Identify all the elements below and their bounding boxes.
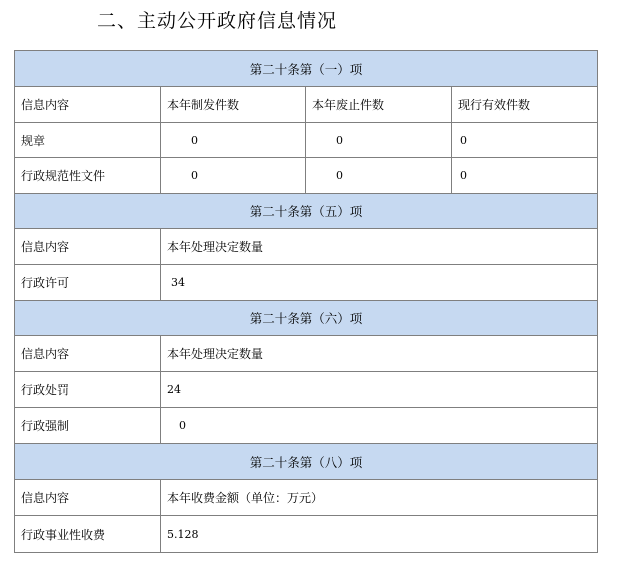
column-header-row	[15, 336, 598, 372]
column-header: 本年处理决定数量	[161, 229, 598, 265]
row-label: 行政许可	[15, 265, 161, 301]
section-header-row	[15, 194, 598, 229]
section-header-row	[15, 301, 598, 336]
column-header: 信息内容	[15, 229, 161, 265]
table-row	[15, 372, 598, 408]
cell-value: 0	[161, 123, 306, 158]
disclosure-table	[14, 50, 598, 553]
page-title: 二、主动公开政府信息情况	[97, 10, 338, 32]
section-header-row	[15, 51, 598, 87]
section-header-row	[15, 444, 598, 480]
cell-value: 0	[452, 158, 598, 194]
cell-value: 5.128	[161, 516, 598, 553]
cell-value: 34	[161, 265, 598, 301]
cell-value: 0	[161, 408, 598, 444]
column-header: 现行有效件数	[452, 87, 598, 123]
column-header-row	[15, 480, 598, 516]
table-row	[15, 123, 598, 158]
cell-value: 0	[306, 123, 452, 158]
cell-value: 0	[161, 158, 306, 194]
section-header: 第二十条第（一）项	[15, 51, 598, 87]
column-header-row	[15, 229, 598, 265]
cell-value: 0	[306, 158, 452, 194]
section-header: 第二十条第（六）项	[15, 301, 598, 336]
table-row	[15, 516, 598, 553]
column-header: 本年收费金额（单位：万元）	[161, 480, 598, 516]
section-header: 第二十条第（五）项	[15, 194, 598, 229]
column-header-row	[15, 87, 598, 123]
column-header: 本年处理决定数量	[161, 336, 598, 372]
table-row	[15, 158, 598, 194]
cell-value: 24	[161, 372, 598, 408]
column-header: 信息内容	[15, 480, 161, 516]
table-row	[15, 408, 598, 444]
section-header: 第二十条第（八）项	[15, 444, 598, 480]
row-label: 行政强制	[15, 408, 161, 444]
row-label: 行政规范性文件	[15, 158, 161, 194]
column-header: 本年制发件数	[161, 87, 306, 123]
row-label: 行政处罚	[15, 372, 161, 408]
row-label: 规章	[15, 123, 161, 158]
column-header: 信息内容	[15, 336, 161, 372]
column-header: 本年废止件数	[306, 87, 452, 123]
cell-value: 0	[452, 123, 598, 158]
row-label: 行政事业性收费	[15, 516, 161, 553]
column-header: 信息内容	[15, 87, 161, 123]
table-row	[15, 265, 598, 301]
